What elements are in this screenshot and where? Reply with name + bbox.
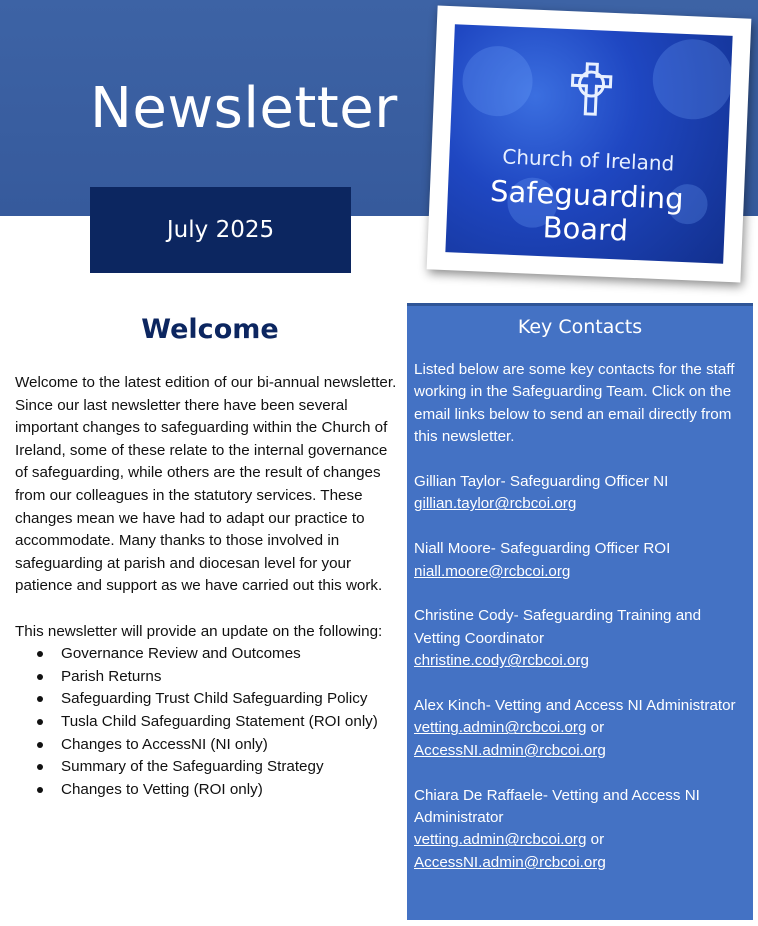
date-box	[90, 187, 351, 273]
welcome-heading: Welcome	[141, 314, 279, 345]
email-link[interactable]: christine.cody@rcbcoi.org	[414, 652, 589, 670]
welcome-paragraph: Welcome to the latest edition of our bi-annual newsletter. Since our last newsletter there have been several important changes to safeguarding within the Church of Ireland, some of these relate to the internal governance of safeguarding, while others are the result of changes from our colleagues in the statutory services. These changes mean we have had to adapt our practice to accommodate. Many thanks to those involved in safeguarding at parish and diocesan level for your patience and support as we have carried out this work.	[15, 374, 397, 595]
key-contacts-heading: Key Contacts	[517, 316, 643, 338]
safeguarding-board-logo	[427, 6, 752, 283]
email-link[interactable]: vetting.admin@rcbcoi.org	[414, 831, 587, 849]
or-text: or	[590, 719, 605, 737]
email-link[interactable]: niall.moore@rcbcoi.org	[414, 562, 571, 580]
topic-list	[15, 643, 400, 801]
key-contacts-panel	[407, 303, 753, 920]
contact-christine-cody	[414, 605, 746, 672]
or-text: or	[590, 831, 605, 849]
celtic-cross-icon	[566, 59, 616, 119]
list-item: Safeguarding Trust Child Safeguarding Policy	[61, 688, 400, 711]
email-link[interactable]: vetting.admin@rcbcoi.org	[414, 719, 587, 737]
logo-image	[445, 24, 732, 263]
logo-org-name: Church of Ireland	[501, 144, 675, 176]
contact-alex-kinch	[414, 695, 746, 762]
contact-name-role: Gillian Taylor- Safeguarding Officer NI	[414, 473, 669, 491]
list-item: Governance Review and Outcomes	[61, 643, 400, 666]
list-item: Summary of the Safeguarding Strategy	[61, 756, 400, 779]
contacts-intro: Listed below are some key contacts for the staff working in the Safeguarding Team. Click on the email links below to send an email directly from this newsletter.	[414, 361, 735, 446]
logo-board-name: Safeguarding Board	[489, 173, 685, 248]
list-item: Changes to AccessNI (NI only)	[61, 734, 400, 757]
contact-chiara-de-raffaele	[414, 785, 746, 875]
welcome-body	[15, 372, 400, 801]
list-item: Parish Returns	[61, 666, 400, 689]
email-link[interactable]: AccessNI.admin@rcbcoi.org	[414, 741, 606, 759]
contact-name-role: Niall Moore- Safeguarding Officer ROI	[414, 540, 671, 558]
newsletter-title: Newsletter	[90, 76, 398, 141]
list-intro: This newsletter will provide an update on the following:	[15, 622, 383, 640]
contact-gillian-taylor	[414, 471, 746, 516]
contact-name-role: Christine Cody- Safeguarding Training and Vetting Coordinator	[414, 607, 702, 647]
contact-name-role: Chiara De Raffaele- Vetting and Access NI Administrator	[414, 786, 700, 827]
list-item: Changes to Vetting (ROI only)	[61, 779, 400, 802]
contact-niall-moore	[414, 538, 746, 583]
email-link[interactable]: AccessNI.admin@rcbcoi.org	[414, 853, 606, 871]
key-contacts-body	[414, 359, 746, 897]
contact-name-role: Alex Kinch- Vetting and Access NI Administrator	[414, 697, 736, 715]
email-link[interactable]: gillian.taylor@rcbcoi.org	[414, 495, 577, 513]
issue-date: July 2025	[166, 217, 275, 243]
list-item: Tusla Child Safeguarding Statement (ROI only)	[61, 711, 400, 734]
